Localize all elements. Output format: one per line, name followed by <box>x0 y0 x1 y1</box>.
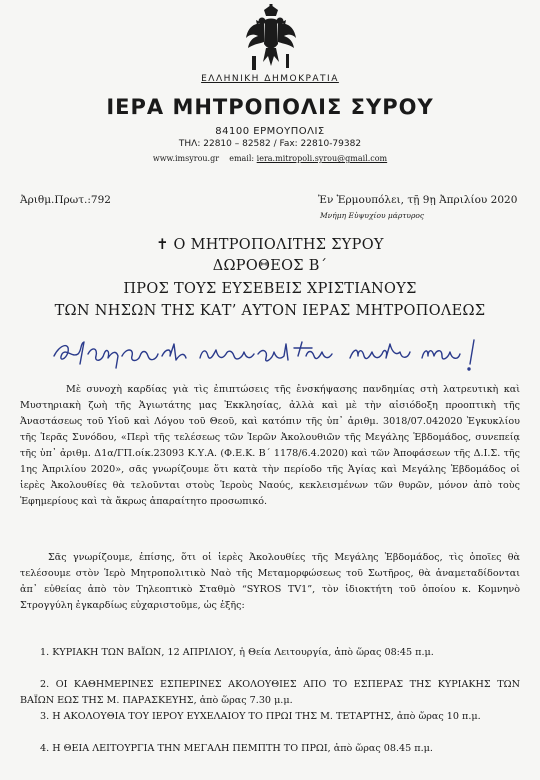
double-headed-eagle-emblem <box>244 4 298 74</box>
handwritten-greeting <box>50 334 490 372</box>
state-name: ΕΛΛΗΝΙΚΗ ΔΗΜΟΚΡΑΤΙΑ <box>201 74 339 84</box>
postal-address: 84100 ΕΡΜΟΥΠΟΛΙΣ <box>215 126 325 137</box>
website-link[interactable]: www.imsyrou.gr <box>152 154 220 163</box>
list-item: 1. ΚΥΡΙΑΚΗ ΤΩΝ ΒΑΪΩΝ, 12 ΑΠΡΙΛΙΟΥ, ἡ Θεία Λειτουργία, ἀπὸ ὥρας 08:45 π.μ. <box>40 647 434 658</box>
email-link[interactable]: iera.mitropoli.syrou@gmail.com <box>256 154 388 163</box>
recipient-region: ΤΩΝ ΝΗΣΩΝ ΤΗΣ ΚΑΤ’ ΑΥΤΟΝ ΙΕΡΑΣ ΜΗΤΡΟΠΟΛΕΩΣ <box>54 303 486 319</box>
list-item: 3. Η ΑΚΟΛΟΥΘΙΑ ΤΟΥ ΙΕΡΟΥ ΕΥΧΕΛΑΙΟΥ ΤΟ ΠΡΩΙ ΤΗΣ Μ. ΤΕΤΑΡΤΗΣ, ἀπὸ ὥρας 10 π.μ. <box>40 711 481 722</box>
body-paragraph-1: Μὲ συνοχὴ καρδίας γιὰ τὶς ἐπιπτώσεις τῆς ἐνσκήψασης πανδημίας στὴ λατρευτικὴ καὶ Μυστηριακὴ ζωὴ τῆς Ἁγιωτάτης μας Ἐκκλησίας, ἀλλὰ καὶ μὲ τὴν αἰσιόδοξη προοπτικὴ τῆς Ἀναστάσεως τοῦ Υἱοῦ καὶ Λόγου τοῦ Θεοῦ, καὶ κατόπιν τῆς ὑπ᾽ ἀριθμ. 3018/07.042020 Ἐγκυκλίου τῆς Ἱερᾶς Συνόδου, «Περὶ τῆς τελέσεως τῶν Ἱερῶν Ἀκολουθιῶν τῆς Μεγάλης Ἑβδομάδος, συνεπείᾳ τῆς ὑπ᾽ ἀριθμ. Δ1α/ΓΠ.οίκ.23093 Κ.Υ.Α. (Φ.Ε.Κ. Β΄ 1178/6.4.2020) καὶ τῶν Ἀποφάσεων τῆς Δ.Ι.Σ. τῆς 1ης Ἀπριλίου 2020», σᾶς γνωρίζουμε ὅτι κατὰ τὴν περίοδο τῆς Ἁγίας καὶ Μεγάλης Ἑβδομάδος οἱ ἱερὲς Ἀκολουθίες θὰ τελοῦνται στοὺς Ἱεροὺς Ναούς, κεκλεισμένων τῶν θυρῶν, μόνον ἀπὸ τοὺς Ἐφημερίους καὶ τὰ ἄκρως ἀπαραίτητο προσωπικό. <box>20 384 520 507</box>
metropolis-title: ΙΕΡΑ ΜΗΤΡΟΠΟΛΙΣ ΣΥΡΟΥ <box>106 95 434 119</box>
place-date: Ἐν Ἑρμουπόλει, τῇ 9ῃ Ἀπριλίου 2020 <box>318 194 518 206</box>
sender-name: ΔΩΡΟΘΕΟΣ Β΄ <box>212 258 328 274</box>
email-label: email: <box>229 154 255 163</box>
contact-line <box>0 154 540 163</box>
body-paragraph-2: Σᾶς γνωρίζουμε, ἐπίσης, ὅτι οἱ ἱερὲς Ἀκολουθίες τῆς Μεγάλης Ἑβδομάδος, τὶς ὁποῖες θὰ τελέσουμε στὸν Ἱερὸ Μητροπολιτικὸ Ναὸ τῆς Μεταμορφώσεως τοῦ Σωτῆρος, θὰ ἀναμεταδίδονται ἀπ᾽ εὐθείας ἀπὸ τὸν Τηλεοπτικὸ Σταθμὸ “SYROS TV1”, τὸν ἰδιοκτήτη τοῦ ὁποίου κ. Κομνηνὸ Στρογγύλη ἐγκαρδίως εὐχαριστοῦμε, ὡς ἑξῆς: <box>20 552 520 611</box>
sender-line: ✝ Ο ΜΗΤΡΟΠΟΛΙΤΗΣ ΣΥΡΟΥ <box>156 237 384 253</box>
recipient-line: ΠΡΟΣ ΤΟΥΣ ΕΥΣΕΒΕΙΣ ΧΡΙΣΤΙΑΝΟΥΣ <box>123 281 417 297</box>
list-item: 4. Η ΘΕΙΑ ΛΕΙΤΟΥΡΓΙΑ ΤΗΝ ΜΕΓΑΛΗ ΠΕΜΠΤΗ ΤΟ ΠΡΩΙ, ἀπὸ ὥρας 08.45 π.μ. <box>40 743 433 754</box>
list-item: 2. ΟΙ ΚΑΘΗΜΕΡΙΝΕΣ ΕΣΠΕΡΙΝΕΣ ΑΚΟΛΟΥΘΙΕΣ ΑΠΟ ΤΟ ΕΣΠΕΡΑΣ ΤΗΣ ΚΥΡΙΑΚΗΣ ΤΩΝ ΒΑΪΩΝ ΕΩΣ ΤΗΣ Μ. ΠΑΡΑΣΚΕΥΗΣ, ἀπὸ ὥρας 7.30 μ.μ. <box>20 679 520 706</box>
memory-note: Μνήμη Εὐψυχίου μάρτυρος <box>320 211 425 220</box>
protocol-number: Ἀριθμ.Πρωτ.:792 <box>20 194 111 206</box>
phone-fax: ΤΗΛ: 22810 – 82582 / Fax: 22810-79382 <box>178 139 362 149</box>
